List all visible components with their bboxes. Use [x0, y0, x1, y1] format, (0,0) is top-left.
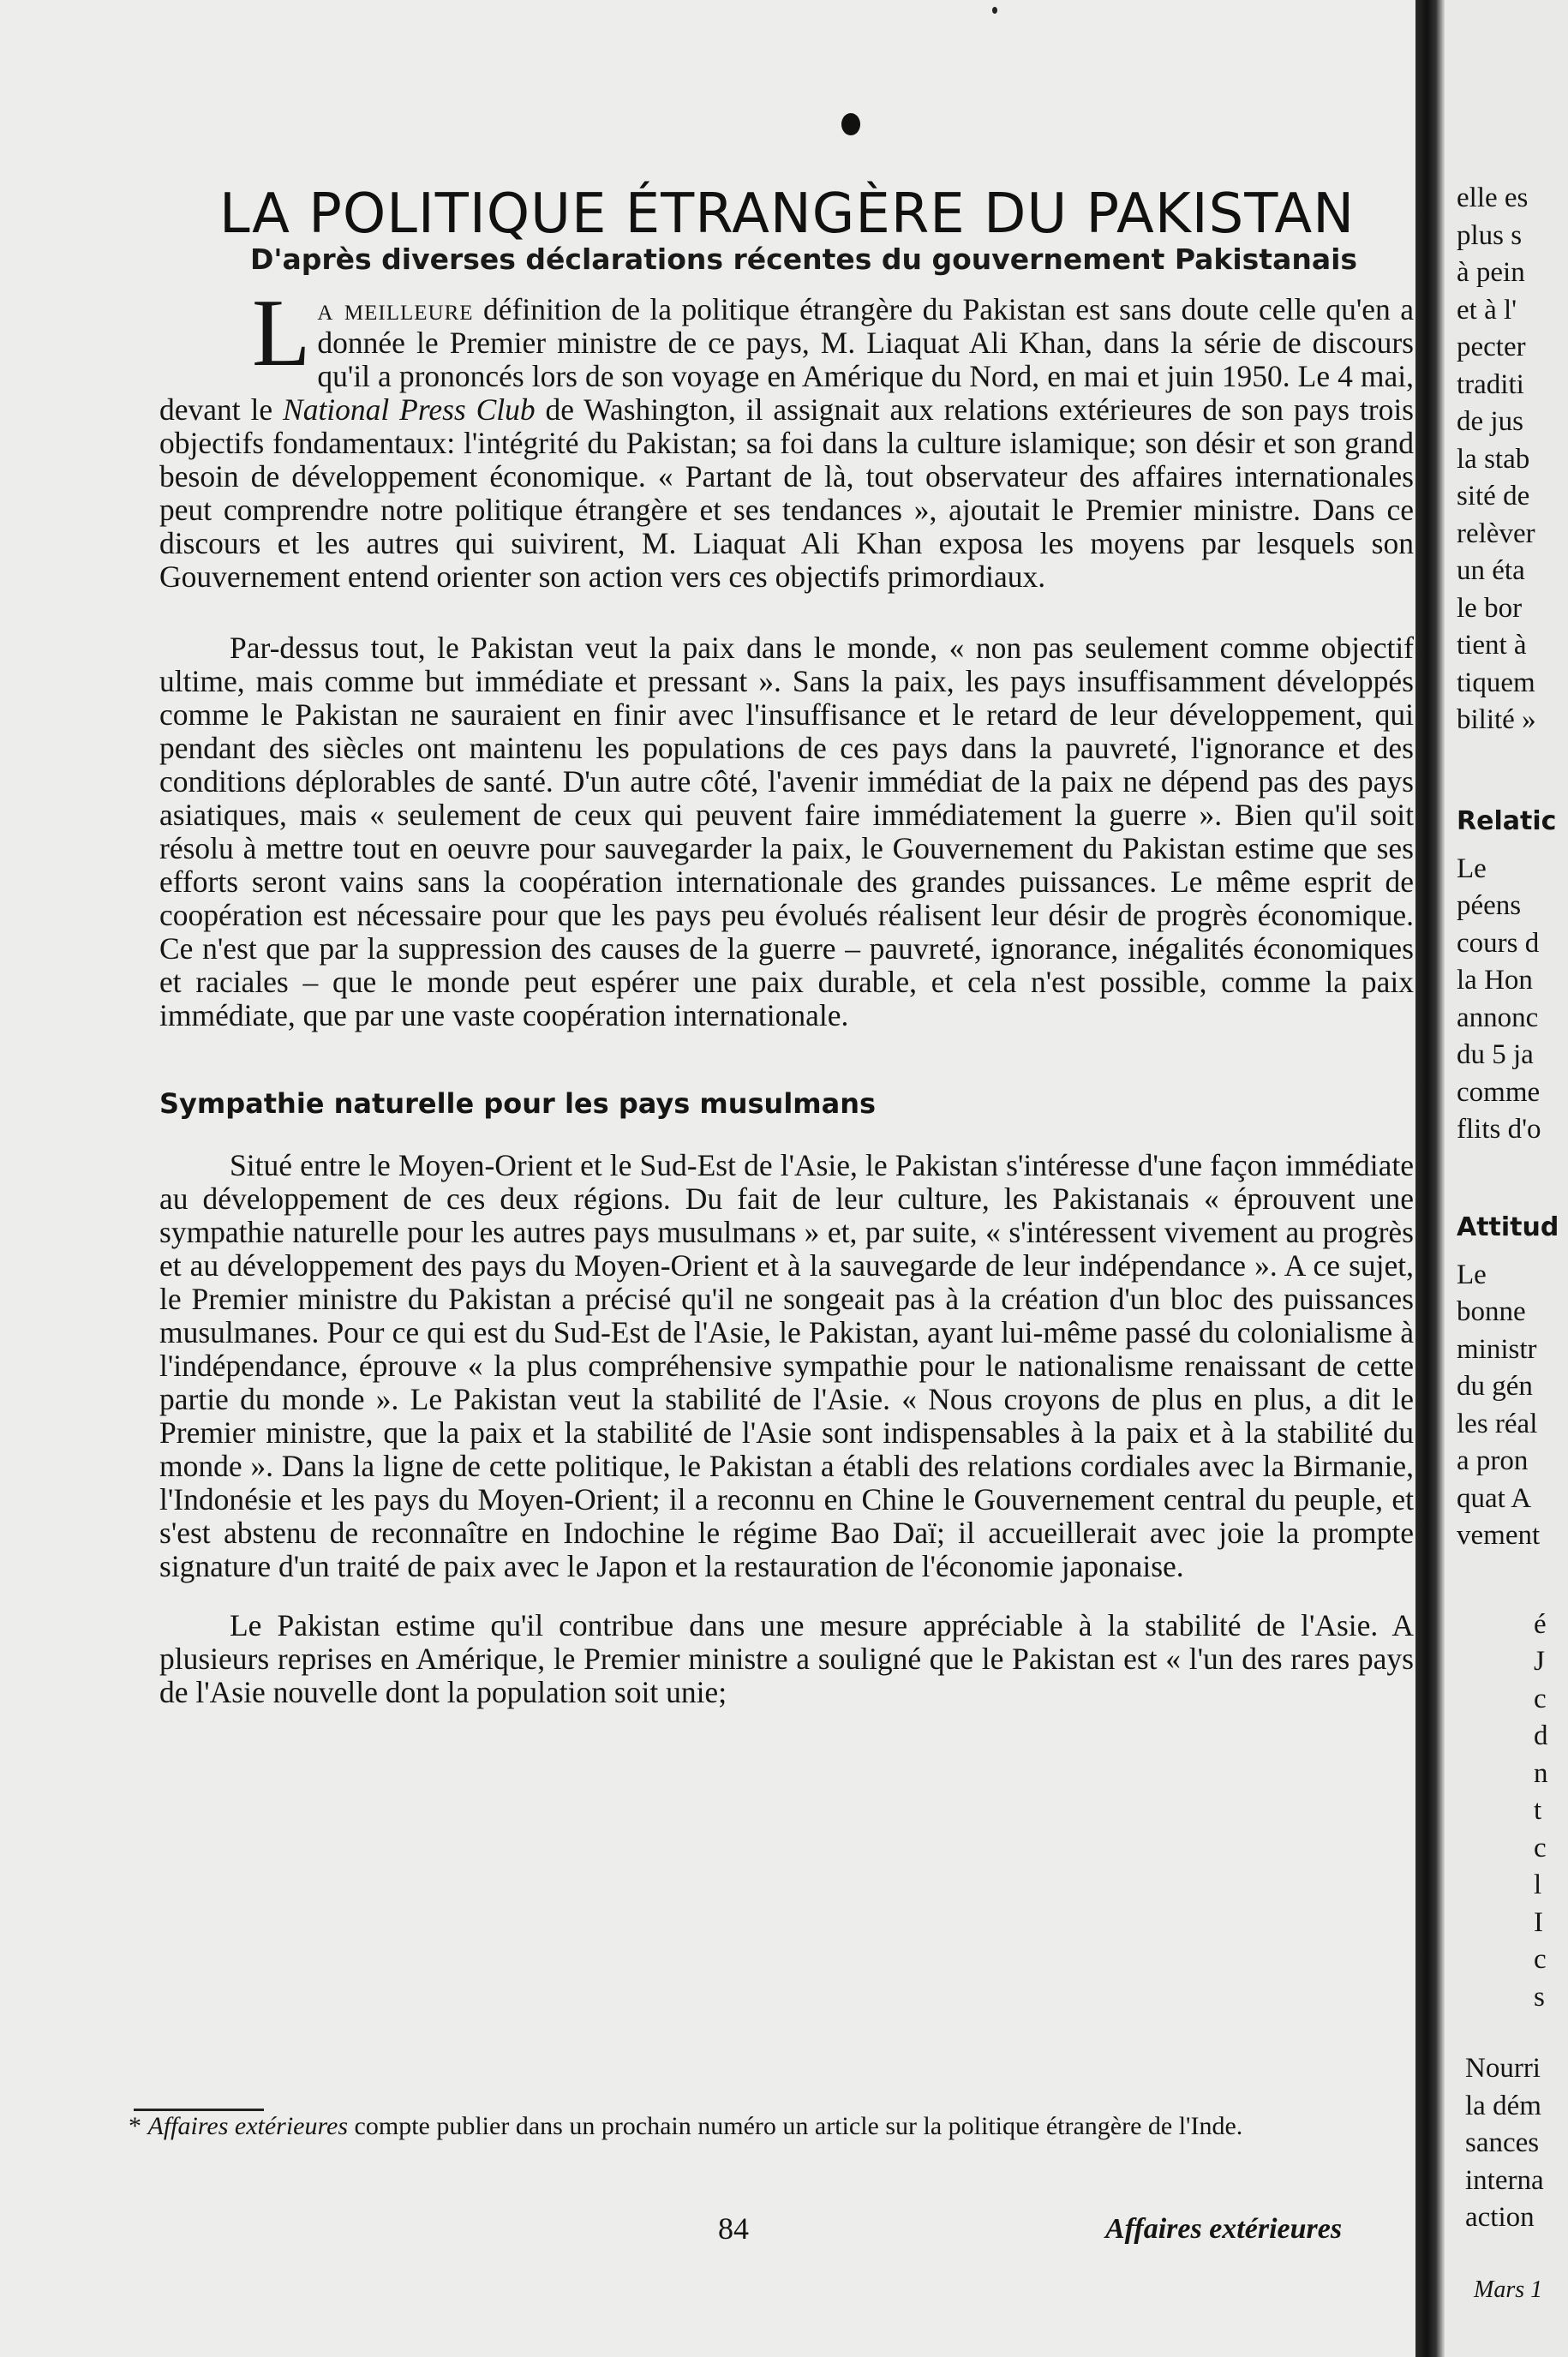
right-page-line: du gén [1457, 1371, 1533, 1402]
right-page-line: flits d'o [1457, 1114, 1541, 1145]
right-page-line: vement [1457, 1520, 1541, 1551]
right-page-line: c [1534, 1944, 1547, 1975]
right-page-line: cours d [1457, 927, 1540, 959]
ink-speck [992, 7, 997, 14]
right-page-line: bonne [1457, 1296, 1526, 1327]
right-heading-2: Attitud [1457, 1211, 1559, 1242]
right-page-line: quat A [1457, 1482, 1532, 1514]
footnote [129, 2113, 1362, 2140]
right-page-line: sité de [1457, 481, 1530, 511]
right-page-line: relèver [1457, 517, 1535, 549]
right-page-line: s [1534, 1981, 1545, 2013]
right-page-line: la stab [1457, 443, 1530, 475]
right-page-line: action [1465, 2202, 1535, 2233]
paragraph-1-italic: National Press Club [283, 392, 536, 427]
right-page-line: tient à [1457, 630, 1527, 661]
right-page-line: bilité » [1457, 704, 1536, 735]
paragraph-gap [159, 1583, 1414, 1609]
right-page-line: un éta [1457, 555, 1525, 586]
right-block-2 [1457, 851, 1568, 1149]
right-page-line: annonc [1457, 1002, 1539, 1033]
right-page-line: pecter [1457, 332, 1526, 362]
right-page-line: ministr [1457, 1333, 1537, 1365]
right-page-line: traditi [1457, 368, 1524, 400]
right-page-line: t [1534, 1795, 1542, 1826]
right-page-line: du 5 ja [1457, 1039, 1534, 1070]
right-page-line: comme [1457, 1076, 1541, 1108]
drop-cap: L [252, 280, 311, 386]
right-page-line: J [1534, 1646, 1545, 1677]
footnote-text: compte publier dans un prochain numéro un article sur la politique étrangère de l'Inde. [348, 2112, 1243, 2140]
right-block-1 [1457, 180, 1568, 739]
right-page-line: et à l' [1457, 294, 1517, 326]
article-title: LA POLITIQUE ÉTRANGÈRE DU PAKISTAN [219, 182, 1356, 246]
right-page-line: péens [1457, 890, 1522, 921]
paragraph-1 [159, 280, 1415, 594]
right-page-line: la dém [1465, 2090, 1541, 2121]
right-page-column [1457, 180, 1568, 2308]
right-page-line: la Hon [1457, 965, 1533, 996]
right-block-4 [1457, 1606, 1568, 2017]
paragraph-gap [159, 594, 1414, 631]
article-subtitle: D'après diverses déclarations récentes du gouvernement Pakistanais [250, 242, 1358, 276]
bullet-ornament [841, 113, 860, 135]
running-footer: Affaires extérieures [1105, 2213, 1343, 2245]
right-page-line: n [1534, 1757, 1548, 1789]
paragraph-3: Situé entre le Moyen-Orient et le Sud-Est de l'Asie, le Pakistan s'intéresse d'une façon immédiate au développement de ces deux régions. Du fait de leur culture, les Pakistanais « éprouvent une sympathie naturelle pour les autres pays musulmans » et, par suite, « s'intéressent vivement au progrès et au développement des pays du Moyen-Orient et à la sauvegarde de leur indépendance ». A ce sujet, le Premier ministre du Pakistan a précisé qu'il ne songeait pas à la création d'un bloc des puissances musulmanes. Pour ce qui est du Sud-Est de l'Asie, le Pakistan, ayant lui-même passé du colonialisme à l'indépendance, éprouve « la plus compréhensive sympathie pour le nationalisme renaissant de cette partie du monde ». Le Pakistan veut la stabilité de l'Asie. « Nous croyons de plus en plus, a dit le Premier ministre, que la paix et la stabilité de l'Asie sont indispensables à la paix et à la stabilité du monde ». Dans la ligne de cette politique, le Pakistan a établi des relations cordiales avec la Birmanie, l'Indonésie et les pays du Moyen-Orient; il a reconnu en Chine le Gouvernement central du peuple, et s'est abstenu de reconnaître en Indochine le régime Bao Daï; il accueillerait avec joie la prompte signature d'un traité de paix avec le Japon et la restauration de l'économie japonaise. [159, 1148, 1414, 1583]
page-number: 84 [718, 2211, 749, 2246]
right-page-line: les réal [1457, 1408, 1538, 1439]
right-page-line: l [1534, 1869, 1542, 1900]
right-page-line: plus s [1457, 219, 1523, 251]
paragraph-4: Le Pakistan estime qu'il contribue dans une mesure appréciable à la stabilité de l'Asie. A plusieurs reprises en Amérique, le Premier ministre a souligné que le Pakistan est « l'un des rares pays de l'Asie nouvelle dont la population soit unie; [159, 1608, 1414, 1709]
article-body [159, 280, 1415, 1709]
paragraph-1-text-b: de Washington, il assignait aux relations extérieures de son pays trois objectifs fondamentaux: l'intégrité du Pakistan; sa foi dans la culture islamique; son désir et son grand besoin de développement économique. « Partant de là, tout observateur des affaires internationales peut comprendre notre politique étrangère et ses tendances », ajoutait le Premier ministre. Dans ce discours et les autres qui suivirent, M. Liaquat Ali Khan exposa les moyens par lesquels son Gouvernement entend orienter son action vers ces objectifs primordiaux. [159, 392, 1415, 594]
right-page-line: sances [1465, 2127, 1540, 2158]
right-block-3 [1457, 1257, 1568, 1555]
right-page-line: c [1534, 1832, 1547, 1863]
book-gutter [1415, 0, 1445, 2357]
right-page-line: Nourri [1465, 2053, 1541, 2084]
lead-smallcaps: a meilleure [317, 292, 474, 326]
paragraph-2: Par-dessus tout, le Pakistan veut la paix dans le monde, « non pas seulement comme objectif ultime, mais comme but immédiate et pressant ». Sans la paix, les pays insuffisamment développés comme le Pakistan ne sauraient en finir avec l'insuffisance et le retard de leur développement, qui pendant des siècles ont maintenu les populations de ces pays dans la pauvreté, l'ignorance et des conditions déplorables de santé. D'un autre côté, l'avenir immédiat de la paix ne dépend pas des pays asiatiques, mais « seulement de ceux qui peuvent faire immédiatement la guerre ». Bien qu'il soit résolu à mettre tout en oeuvre pour sauvegarder la paix, le Gouvernement du Pakistan estime que ses efforts seront vains sans la coopération internationale des grandes puissances. Le même esprit de coopération est nécessaire pour que les pays peu évolués réalisent leur désir de progrès économique. Ce n'est que par la suppression des causes de la guerre – pauvreté, ignorance, inégalités économiques et raciales – que le monde peut espérer une paix durable, et cela n'est possible, comme la paix immédiate, que par une vaste coopération internationale. [159, 631, 1414, 1032]
right-page-line: Le [1457, 852, 1487, 884]
section-heading: Sympathie naturelle pour les pays musulmans [159, 1087, 877, 1120]
right-heading-1: Relatic [1457, 805, 1557, 836]
right-page-line: tiquem [1457, 667, 1535, 698]
right-page-line: interna [1465, 2164, 1544, 2196]
footnote-rule [134, 2109, 264, 2111]
right-page-line: c [1534, 1683, 1547, 1714]
right-page-line: Le [1457, 1259, 1487, 1290]
right-page-line: à pein [1457, 257, 1525, 288]
right-page-line: de jus [1457, 406, 1523, 437]
right-page-line: le bor [1457, 592, 1523, 624]
right-page-line: elle es [1457, 182, 1529, 213]
right-footer-fragment: Mars 1 [1474, 2276, 1543, 2303]
right-block-5 [1457, 2050, 1568, 2237]
right-page-line: d [1534, 1720, 1548, 1751]
right-page-line: a pron [1457, 1445, 1529, 1476]
footnote-marker: * [129, 2112, 148, 2140]
paragraph-1-text-a: définition de la politique étrangère du Pakistan est sans doute celle qu'en a donnée le Premier ministre de ce pays, M. Liaquat Ali Khan, dans la série de discours qu'il a prononcés lors de son voyage en Amérique du Nord, en mai et juin 1950. Le 4 mai, devant le [159, 292, 1414, 427]
footnote-italic: Affaires extérieures [147, 2112, 349, 2140]
right-page-line: I [1534, 1906, 1543, 1938]
right-page-line: é [1534, 1608, 1547, 1640]
